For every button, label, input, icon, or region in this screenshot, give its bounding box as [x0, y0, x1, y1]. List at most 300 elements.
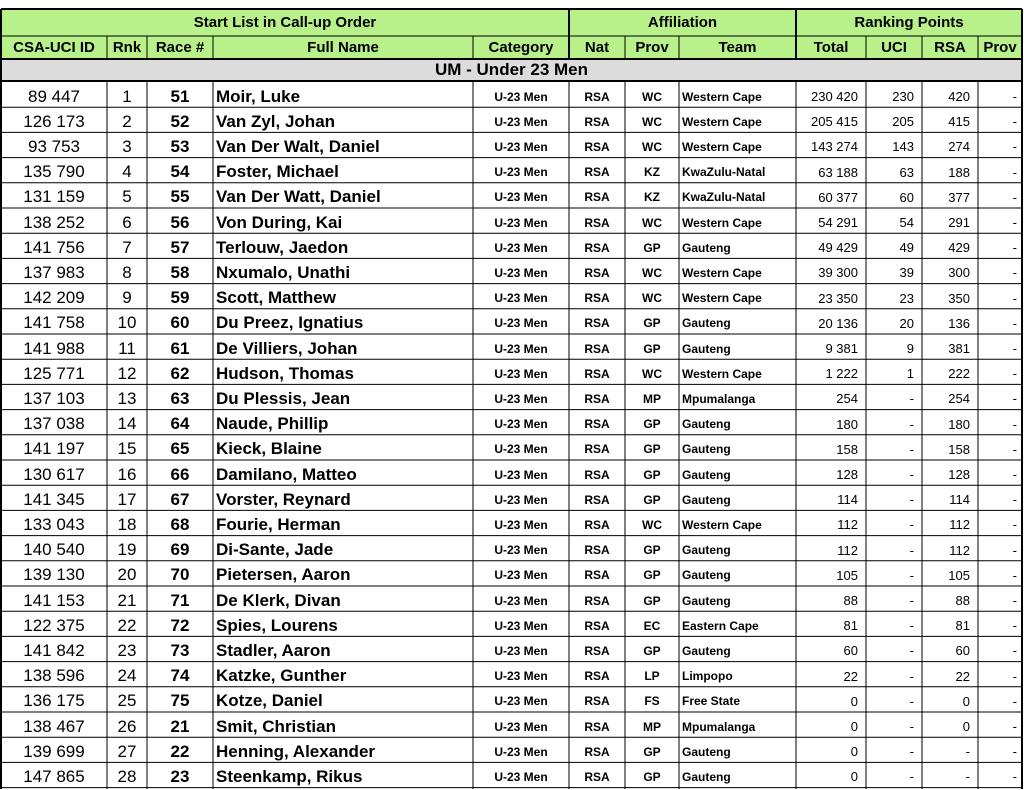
cell-csa-uci-id: 137 103 — [23, 388, 85, 408]
cell-total: 23 350 — [818, 290, 858, 306]
cell-prov: GP — [643, 744, 661, 759]
cell-rsa: 300 — [948, 265, 970, 281]
cell-full-name: Van Der Watt, Daniel — [216, 187, 381, 207]
cell-csa-uci-id: 131 159 — [23, 187, 85, 207]
table-row — [0, 512, 1024, 537]
cell-total: 112 — [837, 517, 858, 533]
col-nat: Nat — [569, 36, 625, 59]
cell-race-number: 53 — [170, 136, 190, 156]
col-rsa: RSA — [922, 36, 978, 59]
cell-full-name: Terlouw, Jaedon — [216, 237, 349, 257]
cell-race-number: 52 — [170, 111, 190, 131]
cell-uci: - — [909, 693, 914, 709]
cell-csa-uci-id: 141 345 — [23, 489, 85, 509]
cell-total: 0 — [850, 769, 858, 785]
column-header-row — [0, 36, 1024, 59]
cell-total: 114 — [837, 492, 858, 508]
cell-category: U-23 Men — [494, 719, 548, 734]
cell-csa-uci-id: 141 842 — [23, 640, 85, 660]
col-team: Team — [679, 36, 796, 59]
cell-rnk: 3 — [122, 136, 132, 156]
cell-rnk: 27 — [117, 741, 137, 761]
cell-prov: FS — [644, 694, 660, 709]
cell-race-number: 60 — [170, 313, 190, 333]
cell-rnk: 6 — [122, 212, 132, 232]
cell-rnk: 26 — [117, 716, 137, 736]
cell-full-name: Kotze, Daniel — [216, 691, 323, 711]
cell-rnk: 15 — [117, 439, 137, 459]
cell-prov: WC — [642, 517, 662, 532]
cell-team: Gauteng — [682, 568, 731, 583]
cell-total: 20 136 — [818, 315, 858, 331]
cell-team: KwaZulu-Natal — [682, 190, 766, 205]
cell-rnk: 24 — [117, 666, 137, 686]
cell-nat: RSA — [584, 467, 610, 482]
cell-full-name: Naude, Phillip — [216, 414, 329, 434]
cell-prov-points: - — [1012, 643, 1017, 659]
cell-category: U-23 Men — [494, 190, 548, 205]
cell-team: Gauteng — [682, 492, 731, 507]
cell-full-name: Vorster, Reynard — [216, 489, 351, 509]
table-row — [0, 160, 1024, 185]
cell-rsa: 222 — [948, 366, 970, 382]
cell-total: 128 — [836, 467, 858, 483]
cell-full-name: Pietersen, Aaron — [216, 565, 351, 585]
cell-uci: - — [909, 618, 914, 634]
cell-csa-uci-id: 139 699 — [23, 741, 85, 761]
cell-nat: RSA — [584, 719, 610, 734]
cell-uci: 39 — [899, 265, 914, 281]
cell-race-number: 74 — [170, 666, 190, 686]
cell-csa-uci-id: 125 771 — [23, 363, 85, 383]
cell-full-name: Smit, Christian — [216, 716, 336, 736]
cell-uci: 1 — [906, 366, 914, 382]
cell-total: 60 — [843, 643, 858, 659]
cell-race-number: 63 — [170, 388, 190, 408]
col-total: Total — [796, 36, 866, 59]
cell-csa-uci-id: 141 153 — [23, 590, 85, 610]
cell-rsa: 377 — [948, 189, 970, 205]
cell-race-number: 65 — [170, 439, 190, 459]
cell-race-number: 71 — [170, 590, 190, 610]
cell-uci: 54 — [899, 215, 914, 231]
cell-uci: 205 — [892, 114, 914, 130]
table-row — [0, 462, 1024, 487]
cell-rsa: 128 — [948, 467, 970, 483]
cell-prov-points: - — [1012, 492, 1017, 508]
cell-total: 54 291 — [818, 215, 858, 231]
cell-team: Gauteng — [682, 240, 731, 255]
cell-race-number: 69 — [170, 540, 190, 560]
cell-full-name: Nxumalo, Unathi — [216, 262, 351, 282]
cell-category: U-23 Men — [494, 442, 548, 457]
cell-rsa: 158 — [948, 441, 970, 457]
table-row — [0, 689, 1024, 714]
cell-uci: - — [909, 416, 914, 432]
table-row — [0, 361, 1024, 386]
cell-prov-points: - — [1012, 240, 1017, 256]
cell-prov: WC — [642, 89, 662, 104]
cell-uci: 9 — [906, 341, 914, 357]
cell-rnk: 21 — [117, 590, 137, 610]
cell-uci: 23 — [899, 290, 914, 306]
cell-rnk: 18 — [117, 514, 137, 534]
cell-csa-uci-id: 138 467 — [23, 716, 85, 736]
cell-race-number: 70 — [170, 565, 190, 585]
cell-full-name: Di-Sante, Jade — [216, 540, 334, 560]
cell-rsa: - — [965, 744, 970, 760]
cell-rsa: 114 — [949, 492, 970, 508]
table-row — [0, 286, 1024, 311]
cell-prov: GP — [643, 543, 661, 558]
cell-category: U-23 Men — [494, 240, 548, 255]
title-header-row — [0, 9, 1024, 36]
cell-category: U-23 Men — [494, 366, 548, 381]
cell-category: U-23 Men — [494, 669, 548, 684]
cell-rsa: 22 — [955, 668, 970, 684]
cell-prov: GP — [643, 442, 661, 457]
cell-race-number: 56 — [170, 212, 190, 232]
cell-uci: - — [909, 517, 914, 533]
cell-rsa: 88 — [955, 593, 970, 609]
cell-category: U-23 Men — [494, 593, 548, 608]
cell-prov: GP — [643, 492, 661, 507]
cell-full-name: Scott, Matthew — [216, 288, 336, 308]
cell-team: Gauteng — [682, 417, 731, 432]
cell-nat: RSA — [584, 215, 610, 230]
cell-race-number: 57 — [170, 237, 190, 257]
cell-race-number: 58 — [170, 262, 190, 282]
cell-category: U-23 Men — [494, 215, 548, 230]
cell-total: 158 — [836, 441, 858, 457]
cell-total: 112 — [837, 542, 858, 558]
cell-team: Western Cape — [682, 215, 762, 230]
cell-race-number: 64 — [170, 414, 190, 434]
cell-full-name: Van Zyl, Johan — [216, 111, 336, 131]
cell-team: Mpumalanga — [682, 719, 756, 734]
col-race-number: Race # — [147, 36, 213, 59]
cell-uci: - — [909, 567, 914, 583]
cell-rsa: 429 — [948, 240, 970, 256]
cell-rnk: 4 — [122, 162, 132, 182]
cell-csa-uci-id: 138 596 — [23, 666, 85, 686]
cell-prov: WC — [642, 366, 662, 381]
cell-prov-points: - — [1012, 139, 1017, 155]
cell-uci: - — [909, 744, 914, 760]
cell-uci: 49 — [899, 240, 914, 256]
cell-uci: - — [909, 391, 914, 407]
cell-rsa: 350 — [948, 290, 970, 306]
cell-rsa: 381 — [948, 341, 970, 357]
cell-team: Eastern Cape — [682, 618, 759, 633]
cell-prov-points: - — [1012, 719, 1017, 735]
cell-rsa: 60 — [955, 643, 970, 659]
cell-full-name: Kieck, Blaine — [216, 439, 322, 459]
cell-prov: MP — [643, 391, 661, 406]
cell-csa-uci-id: 147 865 — [23, 766, 85, 786]
cell-full-name: Spies, Lourens — [216, 615, 338, 635]
cell-csa-uci-id: 141 758 — [23, 313, 85, 333]
cell-prov: WC — [642, 215, 662, 230]
cell-category: U-23 Men — [494, 467, 548, 482]
cell-prov-points: - — [1012, 693, 1017, 709]
col-csa-uci-id: CSA-UCI ID — [1, 36, 107, 59]
cell-team: Gauteng — [682, 442, 731, 457]
cell-prov: LP — [644, 669, 660, 684]
cell-prov-points: - — [1012, 391, 1017, 407]
cell-prov: WC — [642, 114, 662, 129]
cell-prov: GP — [643, 341, 661, 356]
table-row — [0, 538, 1024, 563]
cell-rnk: 5 — [122, 187, 132, 207]
cell-full-name: Du Preez, Ignatius — [216, 313, 364, 333]
cell-team: Western Cape — [682, 89, 762, 104]
cell-full-name: Van Der Walt, Daniel — [216, 136, 380, 156]
table-row — [0, 185, 1024, 210]
cell-rnk: 19 — [117, 540, 137, 560]
cell-uci: - — [909, 593, 914, 609]
cell-race-number: 59 — [170, 288, 190, 308]
cell-prov: GP — [643, 643, 661, 658]
cell-csa-uci-id: 140 540 — [23, 540, 85, 560]
cell-uci: 230 — [892, 89, 914, 105]
cell-rsa: 274 — [948, 139, 970, 155]
cell-rnk: 9 — [122, 288, 132, 308]
cell-team: Limpopo — [682, 669, 733, 684]
cell-rnk: 20 — [117, 565, 137, 585]
cell-rsa: 105 — [948, 567, 970, 583]
cell-prov-points: - — [1012, 542, 1017, 558]
cell-prov: GP — [643, 568, 661, 583]
cell-prov-points: - — [1012, 517, 1017, 533]
cell-uci: 63 — [899, 164, 914, 180]
cell-team: Gauteng — [682, 316, 731, 331]
cell-nat: RSA — [584, 568, 610, 583]
cell-nat: RSA — [584, 89, 610, 104]
cell-team: Western Cape — [682, 517, 762, 532]
cell-prov-points: - — [1012, 668, 1017, 684]
cell-prov-points: - — [1012, 593, 1017, 609]
cell-category: U-23 Men — [494, 341, 548, 356]
cell-race-number: 73 — [170, 640, 190, 660]
col-full-name: Full Name — [213, 36, 473, 59]
cell-rnk: 7 — [122, 237, 132, 257]
cell-rsa: 136 — [948, 315, 970, 331]
start-list-title: Start List in Call-up Order — [1, 9, 569, 36]
cell-prov: GP — [643, 240, 661, 255]
cell-race-number: 72 — [170, 615, 190, 635]
cell-total: 180 — [836, 416, 858, 432]
cell-category: U-23 Men — [494, 543, 548, 558]
cell-nat: RSA — [584, 341, 610, 356]
col-category: Category — [473, 36, 569, 59]
cell-total: 22 — [843, 668, 858, 684]
cell-total: 254 — [836, 391, 858, 407]
cell-full-name: De Klerk, Divan — [216, 590, 341, 610]
cell-nat: RSA — [584, 492, 610, 507]
table-row — [0, 714, 1024, 739]
cell-nat: RSA — [584, 240, 610, 255]
cell-prov-points: - — [1012, 441, 1017, 457]
cell-race-number: 75 — [170, 691, 190, 711]
cell-total: 230 420 — [811, 89, 858, 105]
cell-csa-uci-id: 137 983 — [23, 262, 85, 282]
cell-category: U-23 Men — [494, 568, 548, 583]
col-rnk: Rnk — [107, 36, 147, 59]
cell-csa-uci-id: 126 173 — [23, 111, 85, 131]
cell-full-name: Fourie, Herman — [216, 514, 341, 534]
cell-prov: KZ — [644, 190, 660, 205]
cell-category: U-23 Men — [494, 291, 548, 306]
cell-full-name: Hudson, Thomas — [216, 363, 354, 383]
cell-csa-uci-id: 138 252 — [23, 212, 85, 232]
cell-csa-uci-id: 135 790 — [23, 162, 85, 182]
table-row — [0, 336, 1024, 361]
cell-team: Western Cape — [682, 139, 762, 154]
cell-prov: WC — [642, 291, 662, 306]
cell-nat: RSA — [584, 139, 610, 154]
cell-prov-points: - — [1012, 467, 1017, 483]
cell-nat: RSA — [584, 291, 610, 306]
cell-prov-points: - — [1012, 416, 1017, 432]
cell-nat: RSA — [584, 543, 610, 558]
cell-race-number: 51 — [170, 86, 190, 106]
cell-rsa: 112 — [949, 542, 970, 558]
cell-full-name: De Villiers, Johan — [216, 338, 358, 358]
cell-total: 0 — [850, 693, 858, 709]
cell-prov-points: - — [1012, 114, 1017, 130]
cell-csa-uci-id: 89 447 — [28, 86, 80, 106]
table-row — [0, 487, 1024, 512]
table-row — [0, 437, 1024, 462]
cell-total: 0 — [850, 719, 858, 735]
table-row — [0, 664, 1024, 689]
cell-prov-points: - — [1012, 164, 1017, 180]
cell-team: Free State — [682, 694, 741, 709]
cell-prov-points: - — [1012, 89, 1017, 105]
cell-rnk: 11 — [118, 338, 136, 358]
table-row — [0, 109, 1024, 134]
cell-team: Gauteng — [682, 467, 731, 482]
cell-full-name: Katzke, Gunther — [216, 666, 347, 686]
cell-csa-uci-id: 122 375 — [23, 615, 85, 635]
cell-rsa: 0 — [962, 693, 970, 709]
ranking-points-header: Ranking Points — [796, 9, 1022, 36]
cell-rnk: 17 — [117, 489, 137, 509]
col-prov: Prov — [625, 36, 679, 59]
cell-prov: KZ — [644, 165, 660, 180]
cell-total: 49 429 — [818, 240, 858, 256]
cell-nat: RSA — [584, 316, 610, 331]
cell-prov: GP — [643, 316, 661, 331]
cell-team: Western Cape — [682, 265, 762, 280]
cell-rnk: 10 — [117, 313, 137, 333]
cell-rnk: 23 — [117, 640, 137, 660]
section-row — [0, 59, 1024, 81]
cell-csa-uci-id: 139 130 — [23, 565, 85, 585]
cell-rnk: 8 — [122, 262, 132, 282]
table-row — [0, 134, 1024, 159]
cell-rnk: 13 — [117, 388, 137, 408]
cell-team: Gauteng — [682, 744, 731, 759]
cell-nat: RSA — [584, 265, 610, 280]
cell-nat: RSA — [584, 366, 610, 381]
cell-nat: RSA — [584, 114, 610, 129]
cell-rnk: 1 — [122, 86, 132, 106]
cell-uci: 143 — [892, 139, 914, 155]
cell-nat: RSA — [584, 442, 610, 457]
table-row — [0, 412, 1024, 437]
cell-total: 0 — [850, 744, 858, 760]
cell-category: U-23 Men — [494, 265, 548, 280]
cell-csa-uci-id: 137 038 — [23, 414, 85, 434]
col-prov-points: Prov — [978, 36, 1022, 59]
cell-nat: RSA — [584, 744, 610, 759]
cell-csa-uci-id: 141 756 — [23, 237, 85, 257]
cell-race-number: 55 — [170, 187, 190, 207]
cell-category: U-23 Men — [494, 694, 548, 709]
cell-prov: EC — [643, 618, 661, 633]
cell-race-number: 54 — [170, 162, 190, 182]
cell-prov-points: - — [1012, 366, 1017, 382]
cell-team: Mpumalanga — [682, 391, 756, 406]
cell-nat: RSA — [584, 517, 610, 532]
cell-uci: - — [909, 542, 914, 558]
cell-rsa: 420 — [948, 89, 970, 105]
cell-rsa: 291 — [948, 215, 970, 231]
cell-prov-points: - — [1012, 769, 1017, 785]
cell-uci: - — [909, 719, 914, 735]
table-row — [0, 260, 1024, 285]
table-row — [0, 84, 1024, 109]
cell-race-number: 61 — [170, 338, 190, 358]
cell-team: Western Cape — [682, 366, 762, 381]
cell-race-number: 66 — [170, 464, 190, 484]
cell-category: U-23 Men — [494, 165, 548, 180]
cell-prov-points: - — [1012, 744, 1017, 760]
cell-total: 39 300 — [818, 265, 858, 281]
cell-race-number: 62 — [170, 363, 190, 383]
cell-uci: - — [909, 441, 914, 457]
cell-rsa: 112 — [949, 517, 970, 533]
cell-nat: RSA — [584, 618, 610, 633]
cell-rnk: 25 — [117, 691, 137, 711]
cell-prov: GP — [643, 769, 661, 784]
col-uci: UCI — [866, 36, 922, 59]
cell-prov-points: - — [1012, 341, 1017, 357]
cell-category: U-23 Men — [494, 114, 548, 129]
cell-total: 81 — [843, 618, 858, 634]
cell-full-name: Steenkamp, Rikus — [216, 766, 363, 786]
cell-prov: WC — [642, 139, 662, 154]
cell-nat: RSA — [584, 165, 610, 180]
cell-full-name: Du Plessis, Jean — [216, 388, 351, 408]
cell-rsa: 81 — [955, 618, 970, 634]
cell-total: 63 188 — [818, 164, 858, 180]
cell-category: U-23 Men — [494, 492, 548, 507]
cell-prov-points: - — [1012, 189, 1017, 205]
cell-total: 60 377 — [818, 189, 858, 205]
cell-prov-points: - — [1012, 618, 1017, 634]
cell-prov-points: - — [1012, 290, 1017, 306]
cell-csa-uci-id: 93 753 — [28, 136, 80, 156]
cell-prov: MP — [643, 719, 661, 734]
cell-team: Western Cape — [682, 291, 762, 306]
cell-prov-points: - — [1012, 567, 1017, 583]
cell-category: U-23 Men — [494, 417, 548, 432]
cell-csa-uci-id: 141 988 — [23, 338, 85, 358]
table-row — [0, 739, 1024, 764]
